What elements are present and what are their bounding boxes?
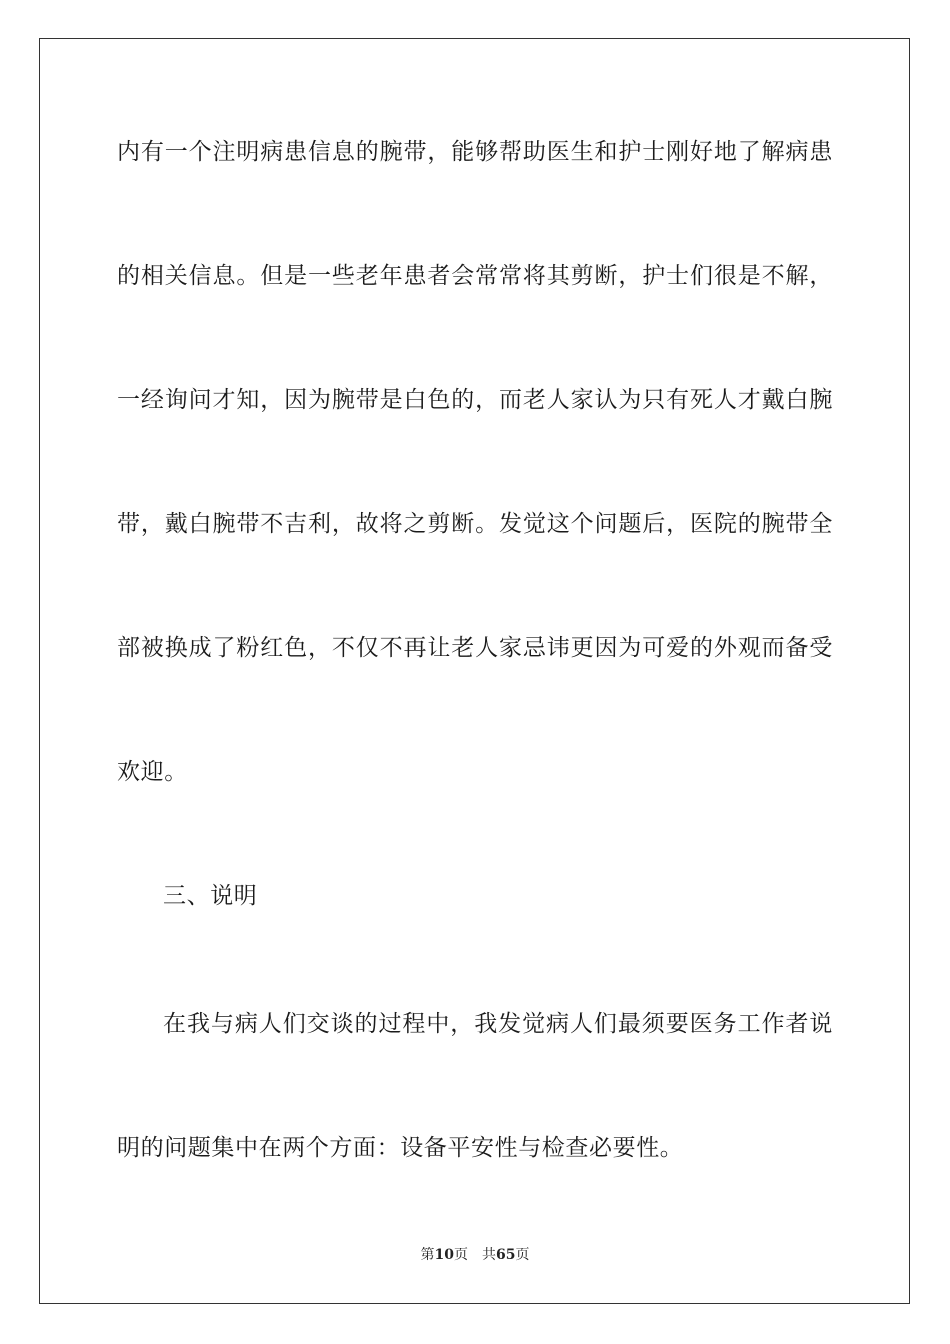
body-text-line: 欢迎。 [117,759,188,785]
body-text-line: 在我与病人们交谈的过程中，我发觉病人们最须要医务工作者说 [163,1011,833,1037]
page-border [39,38,910,1304]
footer-total-pages: 65 [496,1247,516,1263]
body-text-line: 部被换成了粉红色，不仅不再让老人家忌讳更因为可爱的外观而备受 [117,635,833,661]
body-text-line: 的相关信息。但是一些老年患者会常常将其剪断，护士们很是不解， [117,263,833,289]
body-text-line: 带，戴白腕带不吉利，故将之剪断。发觉这个问题后，医院的腕带全 [117,511,833,537]
footer-page-prefix: 第 [420,1247,435,1263]
footer-total-suffix: 页 [515,1247,530,1263]
body-text-line: 明的问题集中在两个方面：设备平安性与检查必要性。 [117,1135,684,1161]
footer-total-prefix: 共 [482,1247,496,1263]
footer-page-number: 10 [434,1247,454,1263]
body-text-line: 一经询问才知，因为腕带是白色的，而老人家认为只有死人才戴白腕 [117,387,833,413]
footer-page-suffix: 页 [454,1247,468,1263]
section-heading: 三、说明 [163,883,258,909]
body-text-line: 内有一个注明病患信息的腕带，能够帮助医生和护士刚好地了解病患 [117,139,833,165]
page-footer [0,1246,950,1264]
